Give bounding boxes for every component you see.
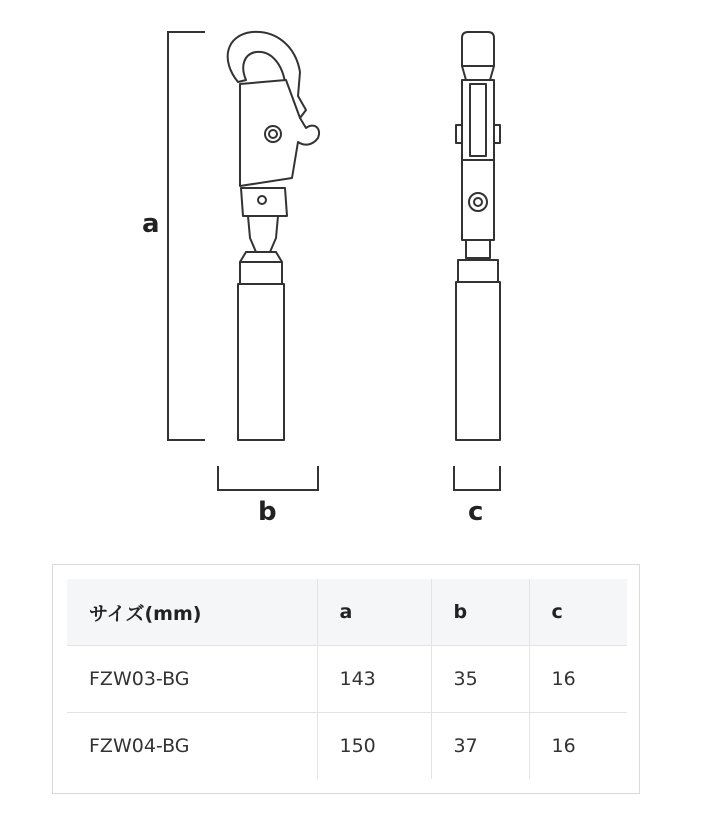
table-header-row [67,579,627,646]
cell-c: 16 [551,735,576,757]
cell-b: 37 [431,713,529,780]
table-row [67,646,627,713]
dimension-b-bracket [218,466,318,490]
size-table [67,579,627,779]
dimension-a-bracket [168,32,205,440]
header-b: b [431,579,529,646]
cell-model: FZW03-BG [67,646,317,713]
cell-a: 143 [317,646,431,713]
dimension-c-label: c [468,497,484,527]
size-table-frame [52,564,640,794]
cell-model: FZW04-BG [67,713,317,780]
header-a: a [317,579,431,646]
cell-b: 35 [431,646,529,713]
header-size: サイズ(mm) [67,579,317,646]
front-view-tool [228,32,319,440]
dimension-c-bracket [454,466,500,490]
table-row [67,713,627,780]
cell-c: 16 [529,646,627,713]
side-view-tool [456,32,500,440]
dimension-a-label: a [142,209,160,239]
cell-a: 150 [317,713,431,780]
header-c: c [529,579,627,646]
dimension-b-label: b [258,497,277,527]
